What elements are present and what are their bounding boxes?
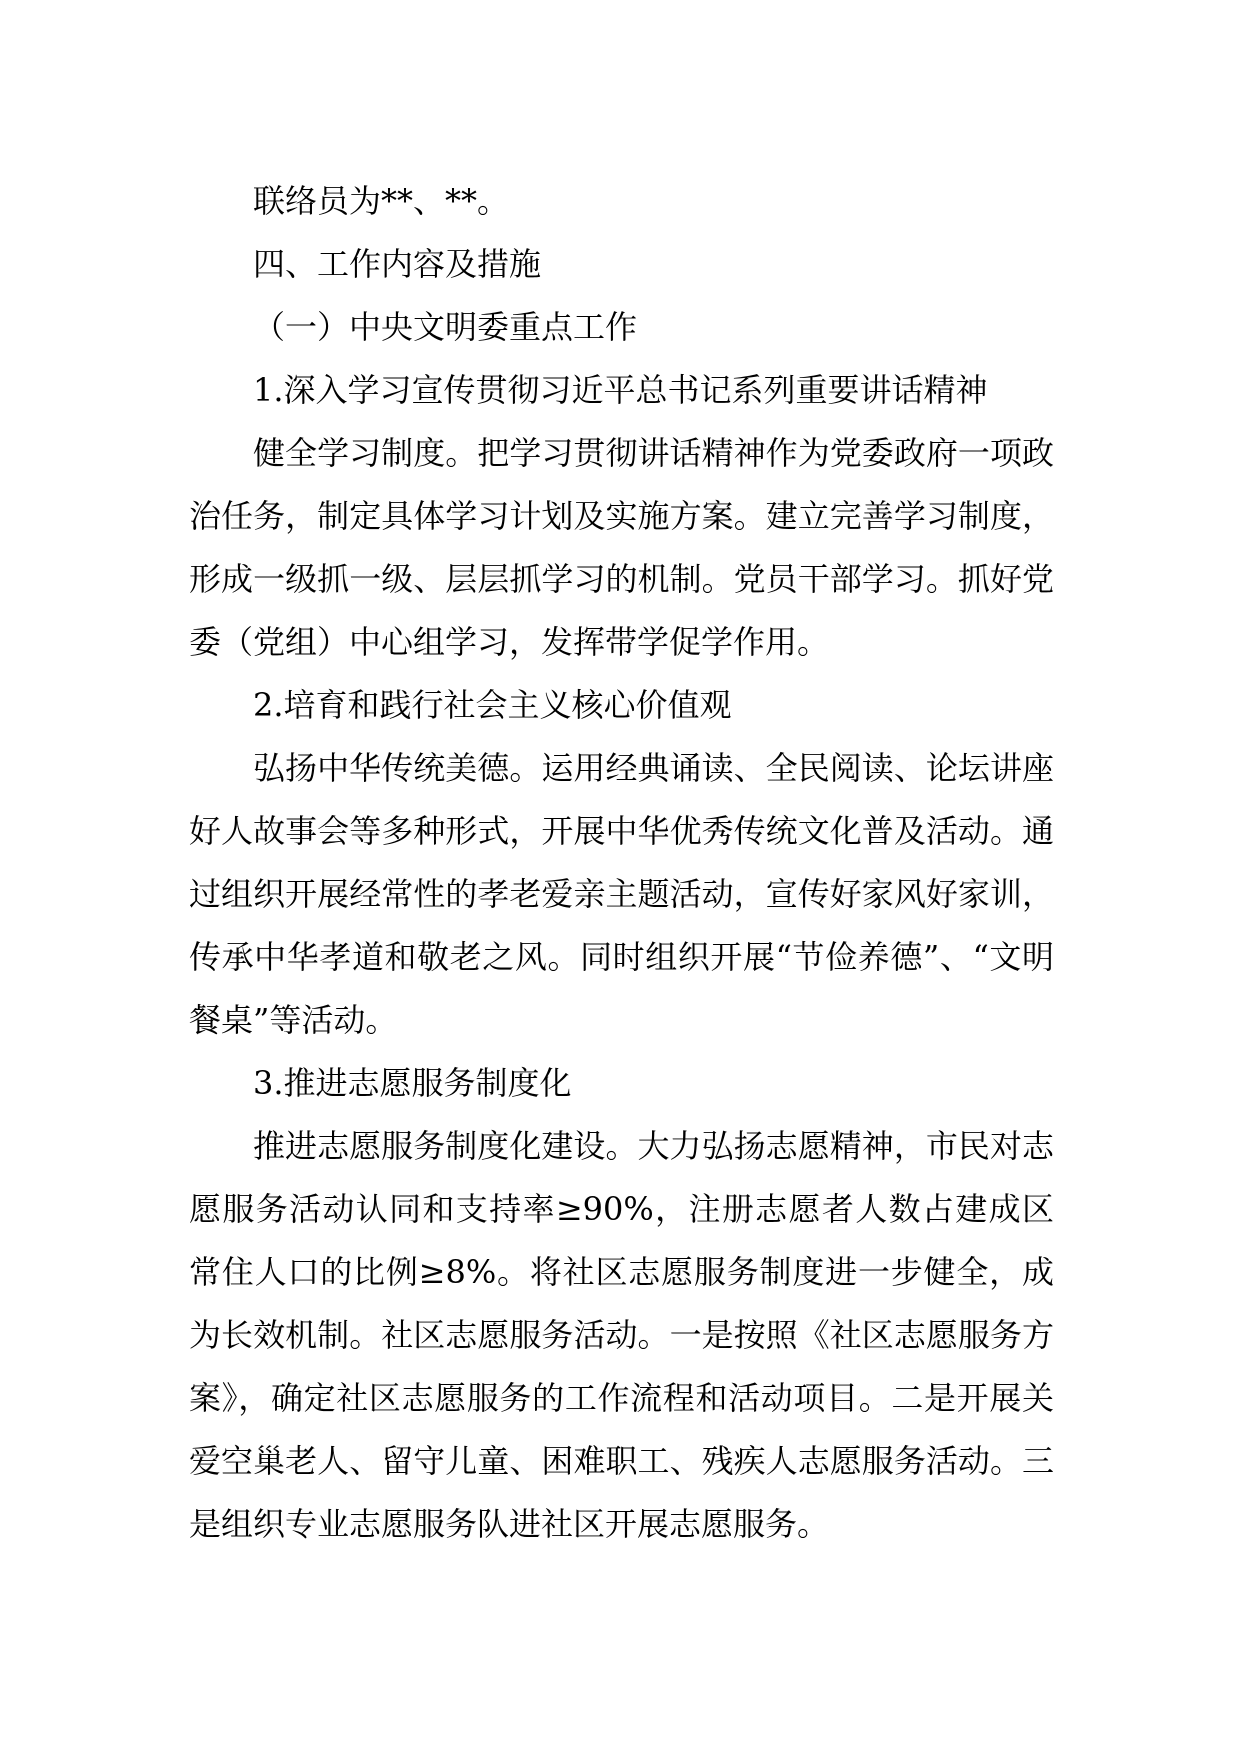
item-heading-2: 2.培育和践行社会主义核心价值观 xyxy=(253,686,732,724)
section-heading-4: 四、工作内容及措施 xyxy=(253,245,542,283)
document-body xyxy=(189,170,1054,1556)
contact-person-line: 联络员为**、**。 xyxy=(253,182,510,220)
body-paragraph-traditional-virtues: 弘扬中华传统美德。运用经典诵读、全民阅读、论坛讲座好人故事会等多种形式，开展中华优秀传统文化普及活动。通过组织开展经常性的孝老爱亲主题活动，宣传好家风好家训，传承中华孝道和敬老之风。同时组织开展“节俭养德”、“文明餐桌”等活动。 xyxy=(189,749,1054,1039)
item-heading-3: 3.推进志愿服务制度化 xyxy=(253,1064,572,1102)
item-heading-1: 1.深入学习宣传贯彻习近平总书记系列重要讲话精神 xyxy=(253,371,988,409)
body-paragraph-study-system: 健全学习制度。把学习贯彻讲话精神作为党委政府一项政治任务，制定具体学习计划及实施方案。建立完善学习制度，形成一级抓一级、层层抓学习的机制。党员干部学习。抓好党委（党组）中心组学习，发挥带学促学作用。 xyxy=(189,434,1054,661)
subsection-heading-1: （一）中央文明委重点工作 xyxy=(253,308,638,346)
body-paragraph-volunteer-service: 推进志愿服务制度化建设。大力弘扬志愿精神，市民对志愿服务活动认同和支持率≥90%，注册志愿者人数占建成区常住人口的比例≥8%。将社区志愿服务制度进一步健全，成为长效机制。社区志愿服务活动。一是按照《社区志愿服务方案》，确定社区志愿服务的工作流程和活动项目。二是开展关爱空巢老人、留守儿童、困难职工、残疾人志愿服务活动。三是组织专业志愿服务队进社区开展志愿服务。 xyxy=(189,1127,1054,1543)
